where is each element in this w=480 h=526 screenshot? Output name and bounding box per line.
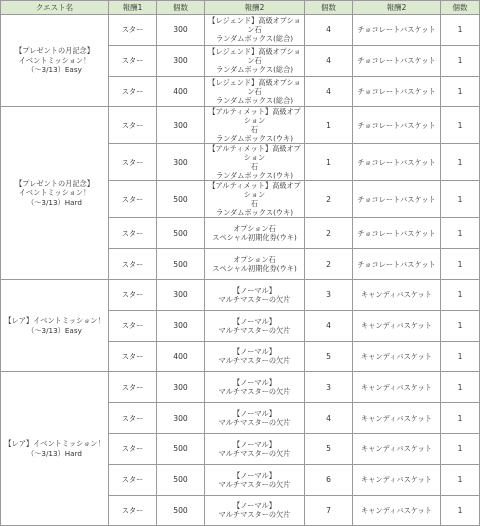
count3-cell: 1 bbox=[441, 495, 480, 526]
count1-cell: 300 bbox=[157, 403, 205, 434]
count3-cell: 1 bbox=[441, 249, 480, 280]
count3-cell: 1 bbox=[441, 464, 480, 495]
quest-name-cell bbox=[1, 15, 109, 107]
quest-name-line: 【レア】イベントミッション！ bbox=[4, 439, 105, 449]
reward1-cell: スター bbox=[109, 403, 157, 434]
header-count2: 個数 bbox=[305, 1, 353, 15]
reward2-cell bbox=[205, 249, 305, 280]
reward3-cell: チョコレートバスケット bbox=[353, 15, 441, 46]
quest-name-line: イベントミッション！ bbox=[18, 188, 91, 198]
reward2-line: 【ノーマル】 bbox=[233, 347, 276, 357]
reward2-cell bbox=[205, 181, 305, 218]
reward1-cell: スター bbox=[109, 15, 157, 46]
reward3-cell: チョコレートバスケット bbox=[353, 107, 441, 144]
count1-cell: 300 bbox=[157, 15, 205, 46]
count3-cell: 1 bbox=[441, 15, 480, 46]
reward2-line: 【ノーマル】 bbox=[233, 501, 276, 511]
count2-cell: 2 bbox=[305, 249, 353, 280]
count2-cell: 2 bbox=[305, 181, 353, 218]
reward2-cell bbox=[205, 45, 305, 76]
count3-cell: 1 bbox=[441, 181, 480, 218]
table-row bbox=[1, 372, 480, 403]
count2-cell: 5 bbox=[305, 341, 353, 372]
count1-cell: 300 bbox=[157, 45, 205, 76]
count3-cell: 1 bbox=[441, 403, 480, 434]
reward2-line: マルチマスターの欠片 bbox=[218, 448, 291, 458]
quest-name-line: （～3/13）Hard bbox=[27, 197, 82, 207]
header-reward1: 報酬1 bbox=[109, 1, 157, 15]
reward2-cell bbox=[205, 433, 305, 464]
count3-cell: 1 bbox=[441, 218, 480, 249]
reward2-line: スペシャル初期化券(ウキ) bbox=[212, 233, 297, 243]
quest-name-line: イベントミッション！ bbox=[18, 55, 91, 65]
reward2-cell bbox=[205, 144, 305, 181]
count2-cell: 3 bbox=[305, 372, 353, 403]
reward1-cell: スター bbox=[109, 76, 157, 107]
count3-cell: 1 bbox=[441, 76, 480, 107]
count3-cell: 1 bbox=[441, 144, 480, 181]
reward2-cell bbox=[205, 341, 305, 372]
header-count1: 個数 bbox=[157, 1, 205, 15]
count2-cell: 4 bbox=[305, 15, 353, 46]
reward1-cell: スター bbox=[109, 45, 157, 76]
reward2-line: スペシャル初期化券(ウキ) bbox=[212, 264, 297, 274]
reward1-cell: スター bbox=[109, 144, 157, 181]
reward2-cell bbox=[205, 372, 305, 403]
header-count3: 個数 bbox=[441, 1, 480, 15]
count3-cell: 1 bbox=[441, 433, 480, 464]
count1-cell: 500 bbox=[157, 464, 205, 495]
reward1-cell: スター bbox=[109, 495, 157, 526]
header-reward3: 報酬2 bbox=[353, 1, 441, 15]
count3-cell: 1 bbox=[441, 310, 480, 341]
reward2-line: ランダムボックス(ウキ) bbox=[215, 208, 294, 218]
quest-name-cell bbox=[1, 107, 109, 280]
reward2-line: ランダムボックス(ウキ) bbox=[215, 171, 294, 181]
reward2-cell bbox=[205, 310, 305, 341]
reward2-line: マルチマスターの欠片 bbox=[218, 510, 291, 520]
count1-cell: 500 bbox=[157, 495, 205, 526]
reward2-line: マルチマスターの欠片 bbox=[218, 479, 291, 489]
reward2-line: ランダムボックス(総合) bbox=[215, 65, 294, 75]
reward2-line: マルチマスターの欠片 bbox=[218, 356, 291, 366]
reward2-line: マルチマスターの欠片 bbox=[218, 294, 291, 304]
reward1-cell: スター bbox=[109, 372, 157, 403]
reward2-line: マルチマスターの欠片 bbox=[218, 325, 291, 335]
count1-cell: 400 bbox=[157, 76, 205, 107]
count1-cell: 500 bbox=[157, 181, 205, 218]
reward1-cell: スター bbox=[109, 464, 157, 495]
reward2-cell bbox=[205, 464, 305, 495]
reward1-cell: スター bbox=[109, 181, 157, 218]
table-row bbox=[1, 15, 480, 46]
count1-cell: 400 bbox=[157, 341, 205, 372]
reward2-line: 【レジェンド】高級オプション石 bbox=[208, 16, 301, 35]
reward3-cell: チョコレートバスケット bbox=[353, 45, 441, 76]
reward2-line: 石 bbox=[250, 162, 259, 172]
reward2-line: 【レジェンド】高級オプション石 bbox=[208, 47, 301, 66]
reward2-line: ランダムボックス(総合) bbox=[215, 95, 294, 105]
count2-cell: 4 bbox=[305, 76, 353, 107]
table-body bbox=[1, 15, 480, 526]
quest-name-line: 【プレゼントの月記念】 bbox=[15, 46, 94, 56]
reward3-cell: チョコレートバスケット bbox=[353, 181, 441, 218]
count2-cell: 4 bbox=[305, 45, 353, 76]
reward2-line: 【レジェンド】高級オプション石 bbox=[208, 77, 301, 96]
count1-cell: 500 bbox=[157, 433, 205, 464]
quest-name-line: （～3/13）Hard bbox=[27, 448, 82, 458]
reward2-cell bbox=[205, 15, 305, 46]
reward3-cell: チョコレートバスケット bbox=[353, 144, 441, 181]
count3-cell: 1 bbox=[441, 372, 480, 403]
reward1-cell: スター bbox=[109, 433, 157, 464]
count1-cell: 300 bbox=[157, 310, 205, 341]
count2-cell: 7 bbox=[305, 495, 353, 526]
reward2-line: オプション石 bbox=[233, 224, 276, 234]
reward1-cell: スター bbox=[109, 107, 157, 144]
count1-cell: 500 bbox=[157, 249, 205, 280]
reward2-line: オプション石 bbox=[233, 255, 276, 265]
quest-name-line: 【プレゼントの月記念】 bbox=[15, 178, 94, 188]
table-row bbox=[1, 107, 480, 144]
reward2-line: 石 bbox=[250, 125, 259, 135]
reward2-line: 石 bbox=[250, 199, 259, 209]
reward2-line: マルチマスターの欠片 bbox=[218, 387, 291, 397]
table-header-row bbox=[1, 1, 480, 15]
quest-name-cell bbox=[1, 372, 109, 526]
reward2-cell bbox=[205, 218, 305, 249]
count1-cell: 300 bbox=[157, 107, 205, 144]
reward3-cell: チョコレートバスケット bbox=[353, 218, 441, 249]
reward3-cell: キャンディバスケット bbox=[353, 433, 441, 464]
reward2-cell bbox=[205, 76, 305, 107]
count2-cell: 4 bbox=[305, 403, 353, 434]
reward2-cell bbox=[205, 403, 305, 434]
table-row bbox=[1, 279, 480, 310]
header-reward2: 報酬2 bbox=[205, 1, 305, 15]
reward2-line: 【ノーマル】 bbox=[233, 470, 276, 480]
quest-name-line: 【レア】イベントミッション！ bbox=[4, 316, 105, 326]
count2-cell: 4 bbox=[305, 310, 353, 341]
reward3-cell: チョコレートバスケット bbox=[353, 76, 441, 107]
quest-name-line: （～3/13）Easy bbox=[27, 325, 82, 335]
count2-cell: 2 bbox=[305, 218, 353, 249]
reward3-cell: チョコレートバスケット bbox=[353, 249, 441, 280]
count1-cell: 300 bbox=[157, 144, 205, 181]
count2-cell: 3 bbox=[305, 279, 353, 310]
quest-name-cell bbox=[1, 279, 109, 371]
reward2-line: 【ノーマル】 bbox=[233, 378, 276, 388]
reward3-cell: キャンディバスケット bbox=[353, 464, 441, 495]
count2-cell: 6 bbox=[305, 464, 353, 495]
quest-name-line: （～3/13）Easy bbox=[27, 65, 82, 75]
reward2-line: 【ノーマル】 bbox=[233, 409, 276, 419]
header-quest-name: クエスト名 bbox=[1, 1, 109, 15]
reward1-cell: スター bbox=[109, 249, 157, 280]
count2-cell: 5 bbox=[305, 433, 353, 464]
reward2-line: 【ノーマル】 bbox=[233, 439, 276, 449]
reward2-cell bbox=[205, 495, 305, 526]
reward2-line: 【アルティメット】高級オプション bbox=[208, 181, 301, 200]
count1-cell: 300 bbox=[157, 279, 205, 310]
reward3-cell: キャンディバスケット bbox=[353, 341, 441, 372]
count3-cell: 1 bbox=[441, 279, 480, 310]
reward2-line: 【ノーマル】 bbox=[233, 316, 276, 326]
reward3-cell: キャンディバスケット bbox=[353, 403, 441, 434]
count3-cell: 1 bbox=[441, 341, 480, 372]
reward2-cell bbox=[205, 107, 305, 144]
count3-cell: 1 bbox=[441, 107, 480, 144]
reward2-cell bbox=[205, 279, 305, 310]
count1-cell: 500 bbox=[157, 218, 205, 249]
reward3-cell: キャンディバスケット bbox=[353, 372, 441, 403]
reward2-line: 【アルティメット】高級オプション bbox=[208, 107, 301, 126]
reward2-line: ランダムボックス(ウキ) bbox=[215, 134, 294, 144]
count2-cell: 1 bbox=[305, 144, 353, 181]
reward2-line: 【アルティメット】高級オプション bbox=[208, 144, 301, 163]
reward2-line: ランダムボックス(総合) bbox=[215, 34, 294, 44]
reward2-line: 【ノーマル】 bbox=[233, 285, 276, 295]
reward3-cell: キャンディバスケット bbox=[353, 279, 441, 310]
reward1-cell: スター bbox=[109, 279, 157, 310]
count3-cell: 1 bbox=[441, 45, 480, 76]
reward3-cell: キャンディバスケット bbox=[353, 495, 441, 526]
reward1-cell: スター bbox=[109, 341, 157, 372]
reward3-cell: キャンディバスケット bbox=[353, 310, 441, 341]
reward1-cell: スター bbox=[109, 310, 157, 341]
reward2-line: マルチマスターの欠片 bbox=[218, 418, 291, 428]
count2-cell: 1 bbox=[305, 107, 353, 144]
count1-cell: 300 bbox=[157, 372, 205, 403]
reward1-cell: スター bbox=[109, 218, 157, 249]
